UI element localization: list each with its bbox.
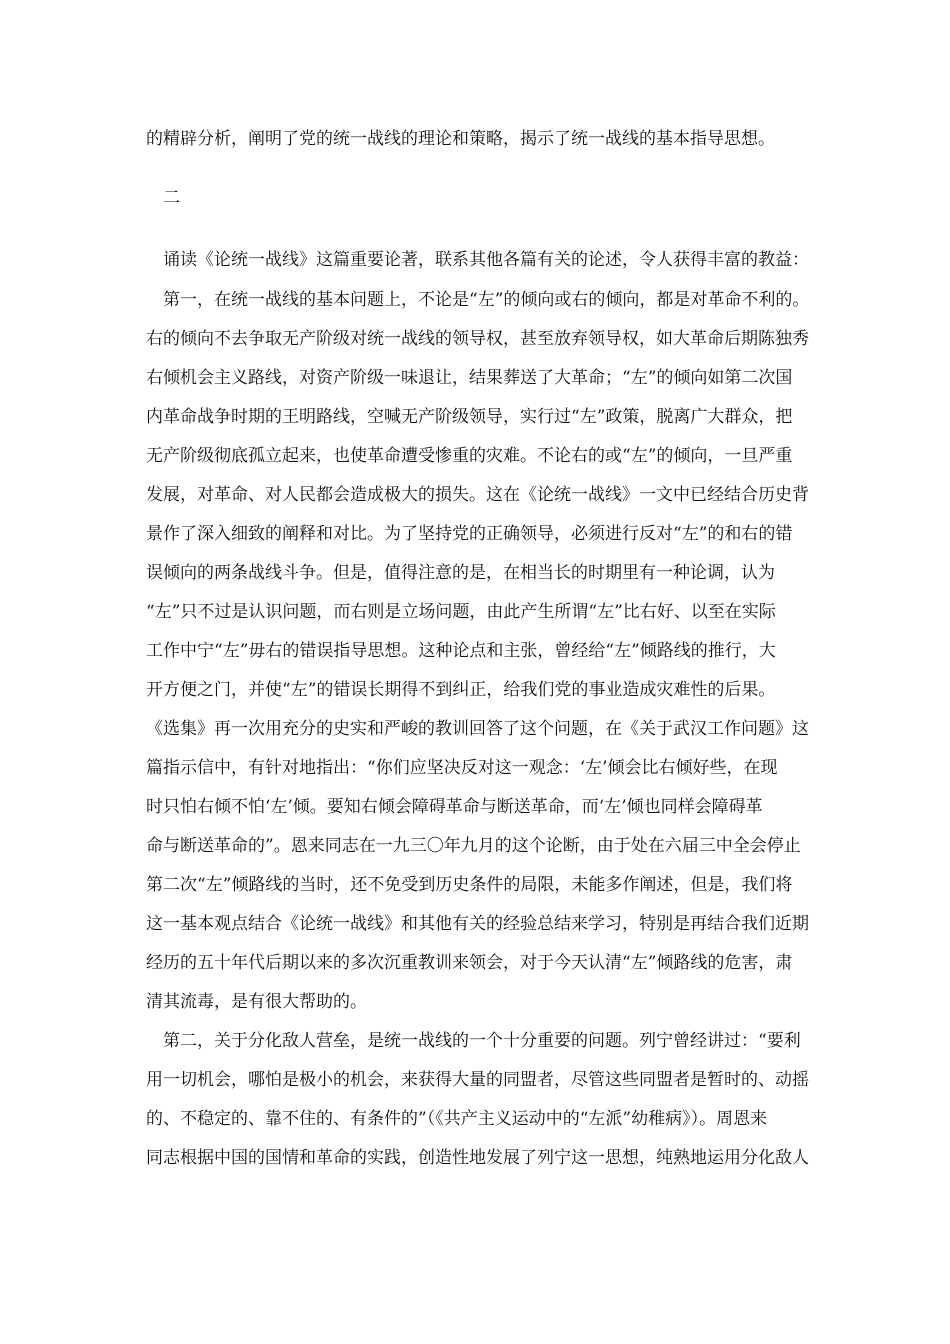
paragraph-line: 时只怕右倾不怕‘左’倾。要知右倾会障碍革命与断送革命，而‘左’倾也同样会障碍革 xyxy=(146,797,763,817)
paragraph-line: 发展，对革命、对人民都会造成极大的损失。这在《论统一战线》一文中已经结合历史背 xyxy=(146,485,809,505)
paragraph-line: 用一切机会，哪怕是极小的机会，来获得大量的同盟者，尽管这些同盟者是暂时的、动摇 xyxy=(146,1070,809,1090)
intro-line: 的精辟分析，阐明了党的统一战线的理论和策略，揭示了统一战线的基本指导思想。 xyxy=(146,129,775,149)
paragraph-line: 右的倾向不去争取无产阶级对统一战线的领导权，甚至放弃领导权，如大革命后期陈独秀 xyxy=(146,329,809,349)
paragraph-line: 开方便之门，并使“左”的错误长期得不到纠正，给我们党的事业造成灾难性的后果。 xyxy=(146,680,776,700)
paragraph-line: 内革命战争时期的王明路线，空喊无产阶级领导，实行过“左”政策，脱离广大群众，把 xyxy=(146,407,793,427)
paragraph-line: 的、不稳定的、靠不住的、有条件的”（《共产主义运动中的“左派”幼稚病》）。周恩来 xyxy=(146,1109,768,1129)
paragraph-line: 清其流毒，是有很大帮助的。 xyxy=(146,992,367,1012)
paragraph-line: 景作了深入细致的阐释和对比。为了坚持党的正确领导，必须进行反对“左”的和右的错 xyxy=(146,524,793,544)
paragraph-line: 第二次“左”倾路线的当时，还不免受到历史条件的局限，未能多作阐述，但是，我们将 xyxy=(146,875,793,895)
paragraph-line: 无产阶级彻底孤立起来，也使革命遭受惨重的灾难。不论右的或“左”的倾向，一旦严重 xyxy=(146,446,793,466)
paragraph-line: 右倾机会主义路线，对资产阶级一味退让，结果葬送了大革命；“左”的倾向如第二次国 xyxy=(146,368,793,388)
paragraph-line: 命与断送革命的”。恩来同志在一九三〇年九月的这个论断，由于处在六届三中全会停止 xyxy=(146,836,801,856)
paragraph-line: 《选集》再一次用充分的史实和严峻的教训回答了这个问题，在《关于武汉工作问题》这 xyxy=(146,719,809,739)
paragraph-line: 这一基本观点结合《论统一战线》和其他有关的经验总结来学习，特别是再结合我们近期 xyxy=(146,914,809,934)
paragraph-line: 工作中宁“左”毋右的错误指导思想。这种论点和主张，曾经给“左”倾路线的推行，大 xyxy=(146,641,776,661)
paragraph-line: “左”只不过是认识问题，而右则是立场问题，由此产生所谓“左”比右好、以至在实际 xyxy=(146,602,776,622)
paragraph-line: 篇指示信中，有针对地指出：“你们应坚决反对这一观念：‘左’倾会比右倾好些，在现 xyxy=(146,758,778,778)
paragraph-line: 误倾向的两条战线斗争。但是，值得注意的是，在相当长的时期里有一种论调，认为 xyxy=(146,563,775,583)
paragraph-line: 同志根据中国的国情和革命的实践，创造性地发展了列宁这一思想，纯熟地运用分化敌人 xyxy=(146,1148,809,1168)
section-number: 二 xyxy=(163,188,180,208)
lead-line: 诵读《论统一战线》这篇重要论著，联系其他各篇有关的论述，令人获得丰富的教益： xyxy=(163,250,809,270)
paragraph-line: 第一，在统一战线的基本问题上，不论是“左”的倾向或右的倾向，都是对革命不利的。 xyxy=(163,290,810,310)
paragraph-line: 第二，关于分化敌人营垒，是统一战线的一个十分重要的问题。列宁曾经讲过：“要利 xyxy=(163,1031,801,1051)
paragraph-line: 经历的五十年代后期以来的多次沉重教训来领会，对于今天认清“左”倾路线的危害，肃 xyxy=(146,953,793,973)
